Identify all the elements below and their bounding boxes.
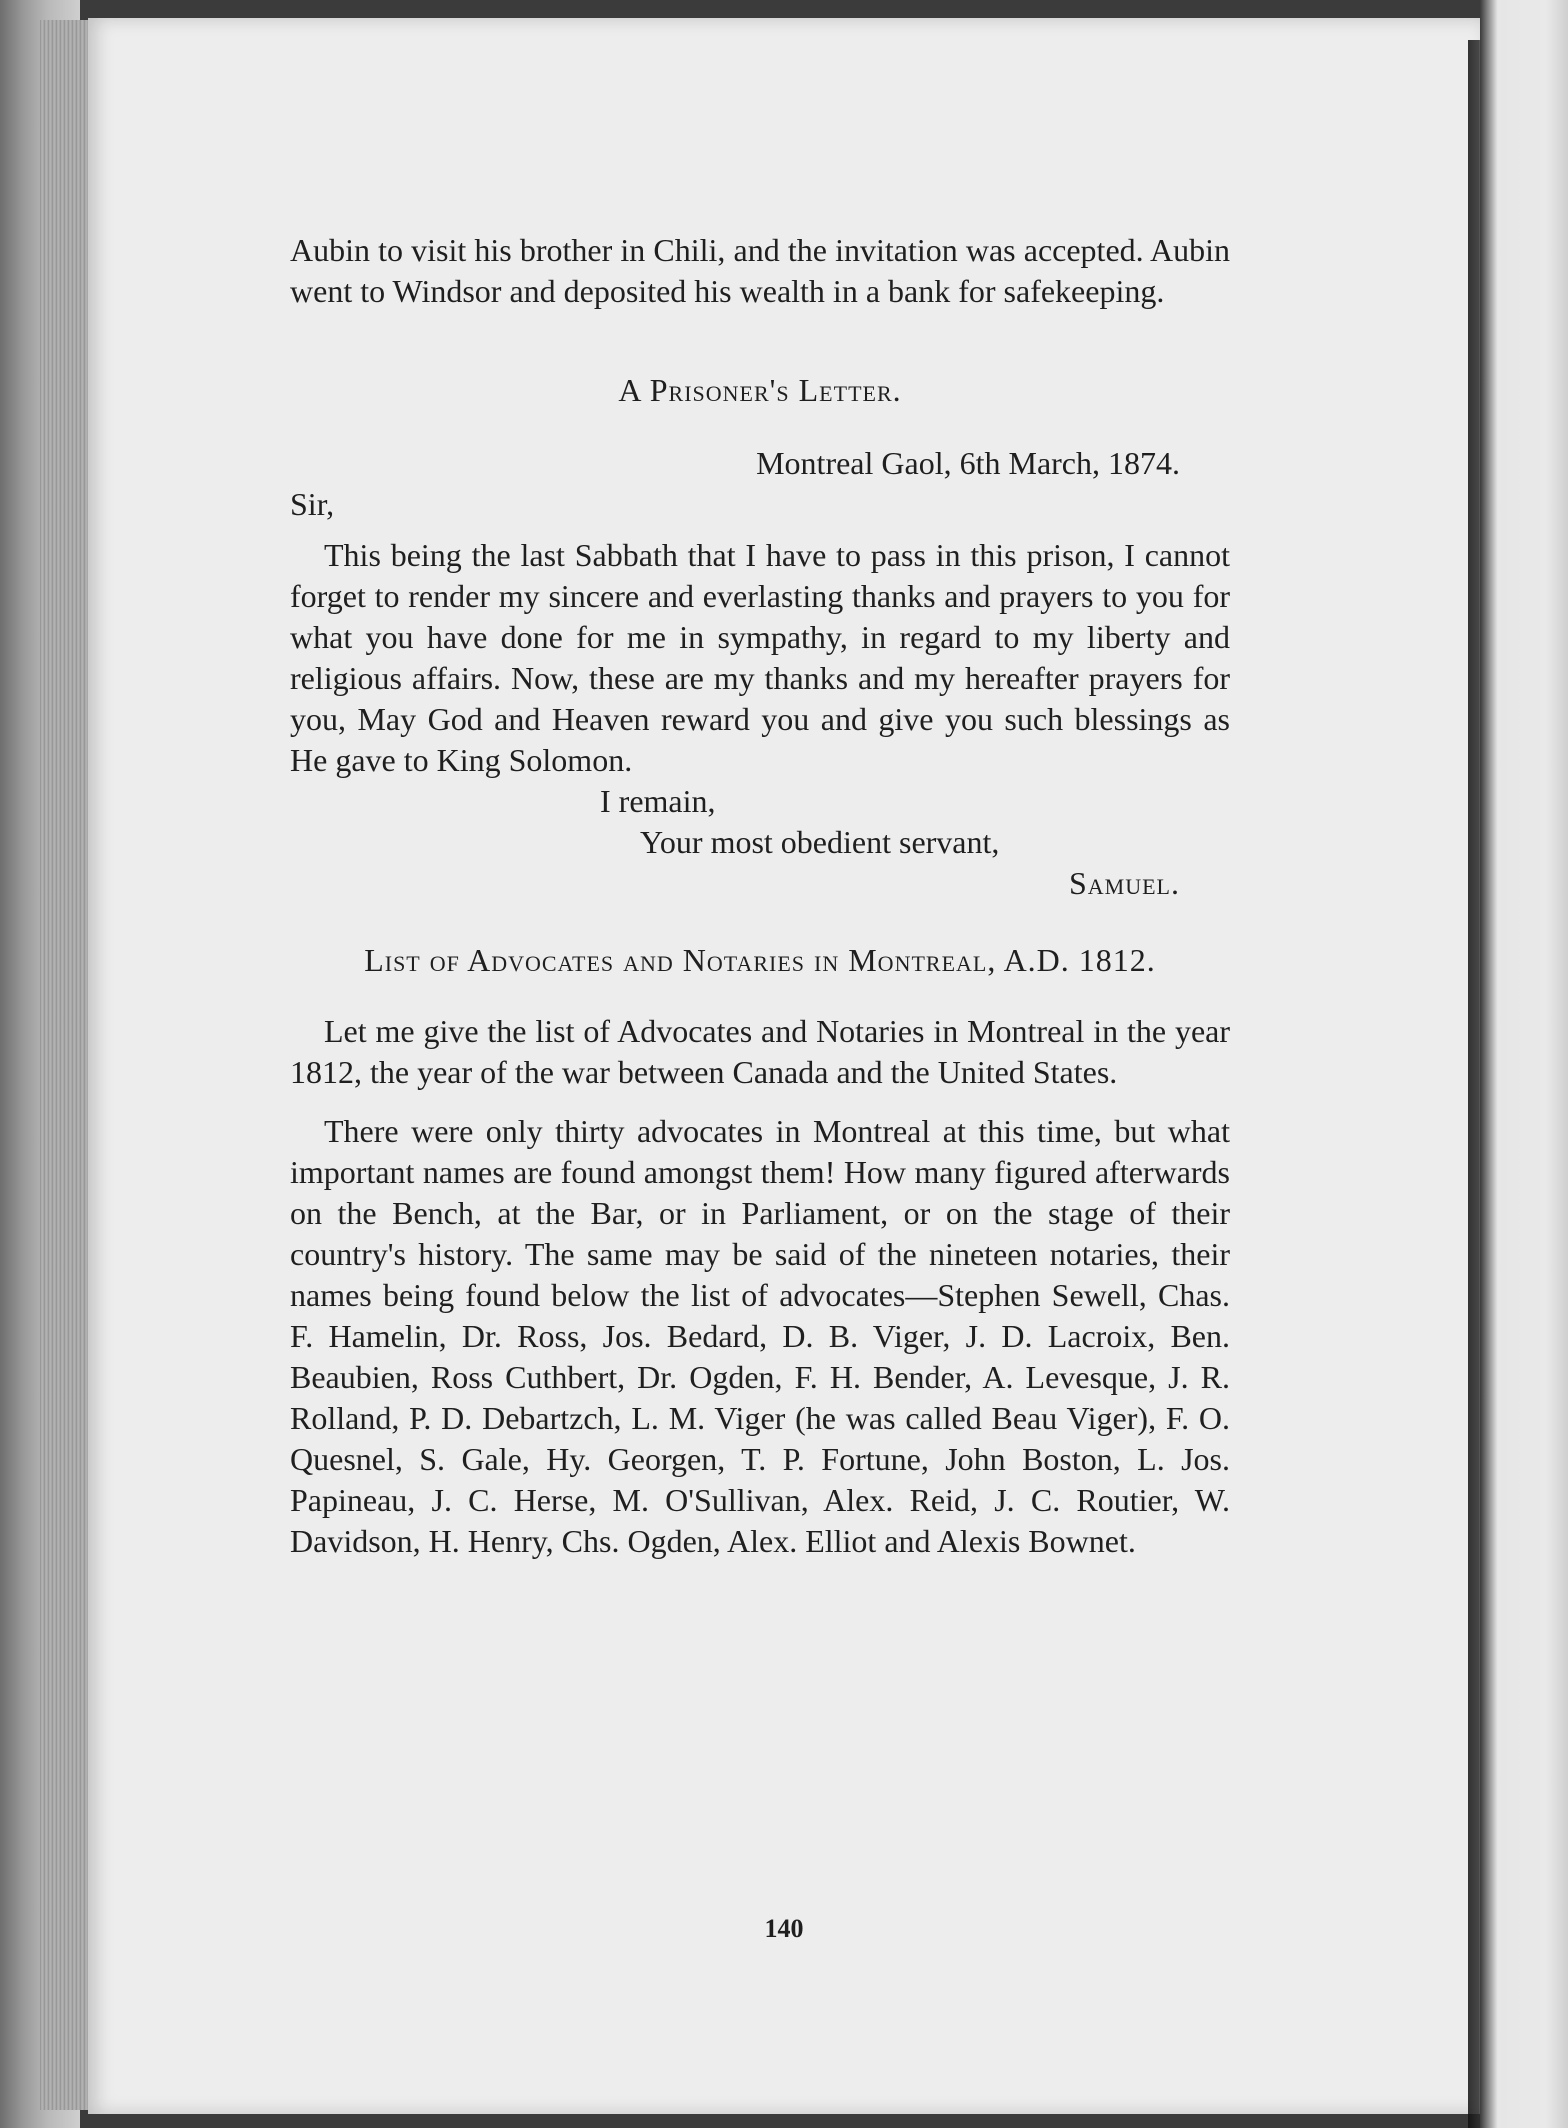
letter-place-date: Montreal Gaol, 6th March, 1874.: [756, 445, 1180, 481]
letter-body: This being the last Sabbath that I have to pass in this prison, I cannot forget to render my sincere and everlasting thanks and prayers to you for what you have done for me in sympathy, in regard to my liberty and religious affairs. Now, these are my thanks and my hereafter prayers for you, May God and Heaven reward you and give you such blessings as He gave to King Solomon.: [290, 537, 1230, 778]
letter-closing-servant: Your most obedient servant,: [640, 824, 1000, 860]
letter-closing-remain: I remain,: [600, 783, 716, 819]
letter-salutation: Sir,: [290, 486, 335, 522]
intro-paragraph: Aubin to visit his brother in Chili, and the invitation was accepted. Aubin went to Windsor and deposited his wealth in a bank for safekeeping.: [290, 232, 1230, 309]
section-heading-prisoners-letter: A Prisoner's Letter.: [618, 372, 902, 408]
advocates-list-paragraph: There were only thirty advocates in Montreal at this time, but what important names are found amongst them! How many figured afterwards on the Bench, at the Bar, or in Parliament, or on the stage of their country's history. The same may be said of the nineteen notaries, their names being found below the list of advocates—Stephen Sewell, Chas. F. Hamelin, Dr. Ross, Jos. Bedard, D. B. Viger, J. D. Lacroix, Ben. Beaubien, Ross Cuthbert, Dr. Ogden, F. H. Bender, A. Levesque, J. R. Rolland, P. D. Debartzch, L. M. Viger (he was called Beau Viger), F. O. Quesnel, S. Gale, Hy. Georgen, T. P. Fortune, John Boston, L. Jos. Papineau, J. C. Herse, M. O'Sullivan, Alex. Reid, J. C. Routier, W. Davidson, H. Henry, Chs. Ogden, Alex. Elliot and Alexis Bownet.: [290, 1113, 1230, 1559]
page-text-column: [290, 230, 1230, 1562]
page-number: 140: [764, 1914, 804, 1943]
facing-page-strip: [1480, 0, 1568, 2128]
letter-signature: Samuel.: [1068, 865, 1180, 901]
section-heading-advocates-list: List of Advocates and Notaries in Montreal, A.D. 1812.: [364, 942, 1156, 978]
advocates-intro-paragraph: Let me give the list of Advocates and Notaries in Montreal in the year 1812, the year of the war between Canada and the United States.: [290, 1013, 1230, 1090]
